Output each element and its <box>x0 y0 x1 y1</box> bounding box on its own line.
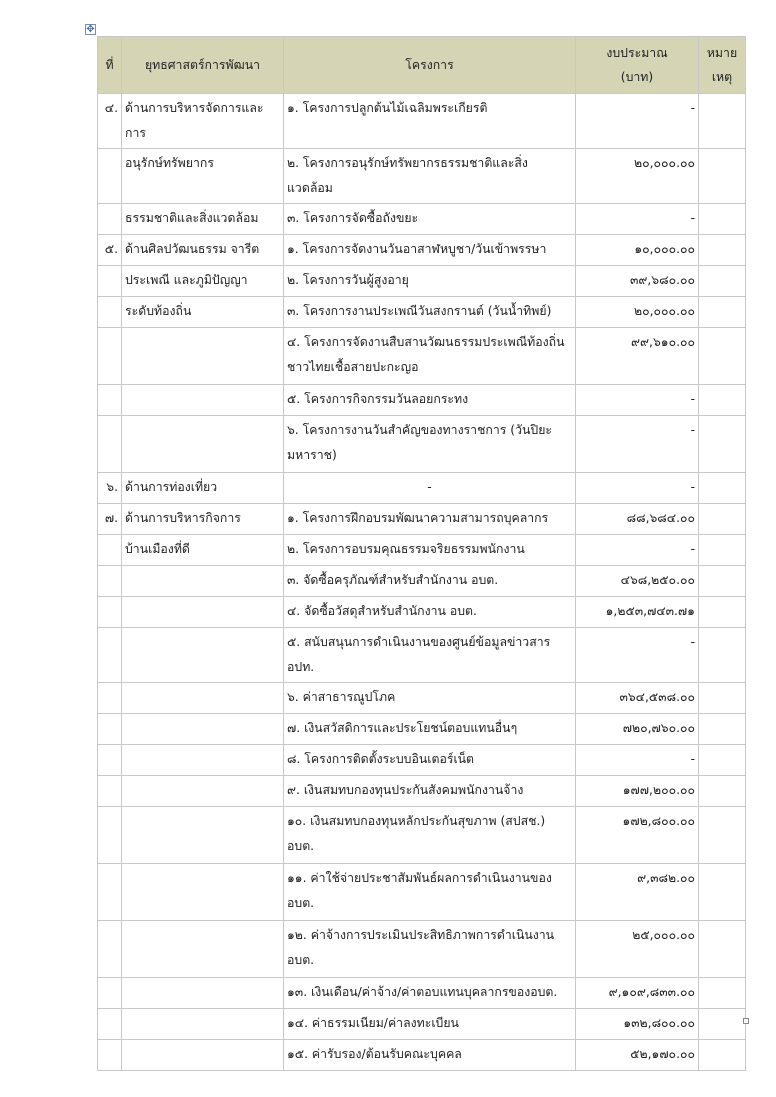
table-row <box>98 266 746 297</box>
header-budget-line2: (บาท) <box>620 70 654 84</box>
cell-remark[interactable] <box>699 683 746 714</box>
cell-no[interactable]: ๕. <box>98 235 122 266</box>
table-resize-handle-icon[interactable] <box>743 1018 749 1024</box>
cell-no[interactable] <box>98 776 122 807</box>
table-row <box>98 628 746 683</box>
cell-budget[interactable]: ๔๖๘,๒๕๐.๐๐ <box>576 566 699 597</box>
table-row <box>98 978 746 1009</box>
cell-project[interactable]: ๑๐. เงินสมทบกองทุนหลักประกันสุขภาพ (สปสช.) อบต. <box>284 807 576 864</box>
cell-no[interactable]: ๖. <box>98 473 122 504</box>
table-row <box>98 864 746 921</box>
cell-remark[interactable] <box>699 745 746 776</box>
cell-project[interactable]: ๒. โครงการอบรมคุณธรรมจริยธรรมพนักงาน <box>284 535 576 566</box>
cell-budget[interactable]: ๒๐,๐๐๐.๐๐ <box>576 149 699 204</box>
cell-remark[interactable] <box>699 328 746 385</box>
header-project: โครงการ <box>284 37 576 94</box>
cell-no[interactable] <box>98 535 122 566</box>
cell-budget[interactable]: - <box>576 416 699 473</box>
cell-strategy[interactable] <box>122 597 284 628</box>
table-row <box>98 94 746 149</box>
cell-remark[interactable] <box>699 266 746 297</box>
cell-budget[interactable]: - <box>576 745 699 776</box>
cell-strategy[interactable] <box>122 628 284 683</box>
cell-budget[interactable]: ๕๒,๑๗๐.๐๐ <box>576 1040 699 1071</box>
cell-project[interactable]: ๑๓. เงินเดือน/ค่าจ้าง/ค่าตอบแทนบุคลากรของอบต. <box>284 978 576 1009</box>
cell-no[interactable] <box>98 628 122 683</box>
cell-remark[interactable] <box>699 1040 746 1071</box>
table-row <box>98 504 746 535</box>
cell-strategy[interactable]: ประเพณี และภูมิปัญญา <box>122 266 284 297</box>
cell-project[interactable]: ๖. ค่าสาธารณูปโภค <box>284 683 576 714</box>
cell-no[interactable] <box>98 385 122 416</box>
cell-project[interactable]: ๕. สนับสนุนการดำเนินงานของศูนย์ข้อมูลข่าวสาร อปท. <box>284 628 576 683</box>
cell-no[interactable] <box>98 921 122 978</box>
cell-project[interactable]: ๒. โครงการอนุรักษ์ทรัพยากรธรรมชาติและสิ่งแวดล้อม <box>284 149 576 204</box>
cell-no[interactable]: ๔. <box>98 94 122 149</box>
cell-remark[interactable] <box>699 473 746 504</box>
cell-budget[interactable]: ๗๒๐,๗๖๐.๐๐ <box>576 714 699 745</box>
cell-remark[interactable] <box>699 204 746 235</box>
cell-budget[interactable]: ๙,๓๘๒.๐๐ <box>576 864 699 921</box>
table-row <box>98 149 746 204</box>
cell-project[interactable]: ๔. โครงการจัดงานสืบสานวัฒนธรรมประเพณีท้องถิ่นชาวไทยเชื้อสายปะกะญอ <box>284 328 576 385</box>
cell-strategy[interactable]: ระดับท้องถิ่น <box>122 297 284 328</box>
cell-budget[interactable]: ๑๗๒,๘๐๐.๐๐ <box>576 807 699 864</box>
cell-strategy[interactable]: ด้านการท่องเที่ยว <box>122 473 284 504</box>
table-row <box>98 1040 746 1071</box>
cell-no[interactable] <box>98 714 122 745</box>
table-move-handle-icon[interactable]: ✥ <box>86 24 95 35</box>
cell-project[interactable]: ๕. โครงการกิจกรรมวันลอยกระทง <box>284 385 576 416</box>
cell-remark[interactable] <box>699 1009 746 1040</box>
cell-no[interactable] <box>98 978 122 1009</box>
table-row <box>98 204 746 235</box>
cell-remark[interactable] <box>699 416 746 473</box>
table-row <box>98 745 746 776</box>
table-row <box>98 385 746 416</box>
cell-project[interactable]: ๑. โครงการฝึกอบรมพัฒนาความสามารถบุคลากร <box>284 504 576 535</box>
header-no: ที่ <box>98 37 122 94</box>
header-remark <box>699 37 746 94</box>
cell-strategy[interactable] <box>122 864 284 921</box>
cell-budget[interactable]: ๑๓๒,๘๐๐.๐๐ <box>576 1009 699 1040</box>
cell-no[interactable] <box>98 1040 122 1071</box>
cell-no[interactable] <box>98 807 122 864</box>
table-row <box>98 714 746 745</box>
table-row <box>98 235 746 266</box>
cell-budget[interactable]: ๙๙,๖๑๐.๐๐ <box>576 328 699 385</box>
cell-budget[interactable]: ๑,๒๕๓,๗๔๓.๗๑ <box>576 597 699 628</box>
cell-no[interactable] <box>98 266 122 297</box>
cell-strategy[interactable] <box>122 416 284 473</box>
cell-project[interactable]: ๑๔. ค่าธรรมเนียม/ค่าลงทะเบียน <box>284 1009 576 1040</box>
cell-strategy[interactable] <box>122 683 284 714</box>
table-row <box>98 597 746 628</box>
cell-strategy[interactable] <box>122 776 284 807</box>
cell-strategy[interactable] <box>122 1040 284 1071</box>
cell-strategy[interactable]: ด้านการบริหารจัดการและการ <box>122 94 284 149</box>
cell-budget[interactable]: ๑๗๗,๒๐๐.๐๐ <box>576 776 699 807</box>
cell-remark[interactable] <box>699 535 746 566</box>
cell-remark[interactable] <box>699 297 746 328</box>
header-remark-line2: เหตุ <box>711 70 733 84</box>
cell-project[interactable]: ๖. โครงการงานวันสำคัญของทางราชการ (วันปิยะมหาราช) <box>284 416 576 473</box>
cell-budget[interactable]: - <box>576 628 699 683</box>
cell-budget[interactable]: - <box>576 385 699 416</box>
cell-no[interactable] <box>98 597 122 628</box>
cell-budget[interactable]: - <box>576 473 699 504</box>
cell-budget[interactable]: ๓๙,๖๘๐.๐๐ <box>576 266 699 297</box>
cell-no[interactable] <box>98 1009 122 1040</box>
cell-strategy[interactable]: บ้านเมืองที่ดี <box>122 535 284 566</box>
cell-no[interactable] <box>98 416 122 473</box>
cell-project[interactable]: ๑๕. ค่ารับรอง/ต้อนรับคณะบุคคล <box>284 1040 576 1071</box>
cell-remark[interactable] <box>699 776 746 807</box>
cell-strategy[interactable] <box>122 978 284 1009</box>
cell-no[interactable] <box>98 204 122 235</box>
cell-remark[interactable] <box>699 566 746 597</box>
table-row <box>98 535 746 566</box>
cell-budget[interactable]: - <box>576 94 699 149</box>
table-row <box>98 416 746 473</box>
cell-strategy[interactable]: อนุรักษ์ทรัพยากร <box>122 149 284 204</box>
cell-strategy[interactable] <box>122 807 284 864</box>
cell-budget[interactable]: ๓๖๔,๕๓๘.๐๐ <box>576 683 699 714</box>
cell-remark[interactable] <box>699 807 746 864</box>
cell-no[interactable] <box>98 566 122 597</box>
cell-project[interactable]: ๓. โครงการงานประเพณีวันสงกรานต์ (วันน้ำทิพย์) <box>284 297 576 328</box>
cell-remark[interactable] <box>699 235 746 266</box>
cell-strategy[interactable] <box>122 328 284 385</box>
cell-no[interactable] <box>98 297 122 328</box>
cell-budget[interactable]: - <box>576 204 699 235</box>
cell-strategy[interactable]: ธรรมชาติและสิ่งแวดล้อม <box>122 204 284 235</box>
cell-remark[interactable] <box>699 597 746 628</box>
cell-budget[interactable]: ๒๐,๐๐๐.๐๐ <box>576 297 699 328</box>
cell-strategy[interactable] <box>122 921 284 978</box>
cell-project[interactable]: ๔. จัดซื้อวัสดุสำหรับสำนักงาน อบต. <box>284 597 576 628</box>
cell-budget[interactable]: ๙,๑๐๙,๘๓๓.๐๐ <box>576 978 699 1009</box>
cell-remark[interactable] <box>699 504 746 535</box>
cell-remark[interactable] <box>699 714 746 745</box>
table-header-row <box>98 37 746 94</box>
cell-no[interactable] <box>98 328 122 385</box>
cell-remark[interactable] <box>699 921 746 978</box>
table-row <box>98 683 746 714</box>
cell-remark[interactable] <box>699 628 746 683</box>
cell-strategy[interactable]: ด้านศิลปวัฒนธรรม จารีต <box>122 235 284 266</box>
table-row <box>98 328 746 385</box>
cell-project[interactable]: ๑. โครงการจัดงานวันอาสาฬหบูชา/วันเข้าพรรษา <box>284 235 576 266</box>
cell-project[interactable]: ๑๑. ค่าใช้จ่ายประชาสัมพันธ์ผลการดำเนินงานของ อบต. <box>284 864 576 921</box>
cell-remark[interactable] <box>699 978 746 1009</box>
cell-project[interactable]: ๓. จัดซื้อครุภัณฑ์สำหรับสำนักงาน อบต. <box>284 566 576 597</box>
cell-remark[interactable] <box>699 864 746 921</box>
cell-strategy[interactable] <box>122 1009 284 1040</box>
cell-strategy[interactable] <box>122 745 284 776</box>
table-row <box>98 776 746 807</box>
cell-project[interactable]: ๘. โครงการติดตั้งระบบอินเตอร์เน็ต <box>284 745 576 776</box>
cell-project[interactable]: - <box>284 473 576 504</box>
cell-remark[interactable] <box>699 385 746 416</box>
header-budget <box>576 37 699 94</box>
cell-budget[interactable]: - <box>576 535 699 566</box>
cell-strategy[interactable]: ด้านการบริหารกิจการ <box>122 504 284 535</box>
cell-no[interactable] <box>98 149 122 204</box>
cell-strategy[interactable] <box>122 385 284 416</box>
table-row <box>98 807 746 864</box>
cell-budget[interactable]: ๑๐,๐๐๐.๐๐ <box>576 235 699 266</box>
cell-no[interactable]: ๗. <box>98 504 122 535</box>
table-row <box>98 1009 746 1040</box>
cell-project[interactable]: ๓. โครงการจัดซื้อถังขยะ <box>284 204 576 235</box>
table-row <box>98 473 746 504</box>
cell-no[interactable] <box>98 864 122 921</box>
cell-strategy[interactable] <box>122 566 284 597</box>
cell-project[interactable]: ๗. เงินสวัสดิการและประโยชน์ตอบแทนอื่นๆ <box>284 714 576 745</box>
cell-project[interactable]: ๒. โครงการวันผู้สูงอายุ <box>284 266 576 297</box>
cell-strategy[interactable] <box>122 714 284 745</box>
cell-remark[interactable] <box>699 149 746 204</box>
budget-table <box>97 36 746 1071</box>
table-row <box>98 921 746 978</box>
header-strategy: ยุทธศาสตร์การพัฒนา <box>122 37 284 94</box>
cell-budget[interactable]: ๒๕,๐๐๐.๐๐ <box>576 921 699 978</box>
table-row <box>98 297 746 328</box>
cell-budget[interactable]: ๘๘,๖๘๔.๐๐ <box>576 504 699 535</box>
header-remark-line1: หมาย <box>706 46 738 60</box>
header-budget-line1: งบประมาณ <box>606 46 668 60</box>
cell-remark[interactable] <box>699 94 746 149</box>
table-row <box>98 566 746 597</box>
cell-no[interactable] <box>98 745 122 776</box>
cell-no[interactable] <box>98 683 122 714</box>
cell-project[interactable]: ๙. เงินสมทบกองทุนประกันสังคมพนักงานจ้าง <box>284 776 576 807</box>
cell-project[interactable]: ๑๒. ค่าจ้างการประเมินประสิทธิภาพการดำเนินงาน อบต. <box>284 921 576 978</box>
cell-project[interactable]: ๑. โครงการปลูกต้นไม้เฉลิมพระเกียรติ <box>284 94 576 149</box>
